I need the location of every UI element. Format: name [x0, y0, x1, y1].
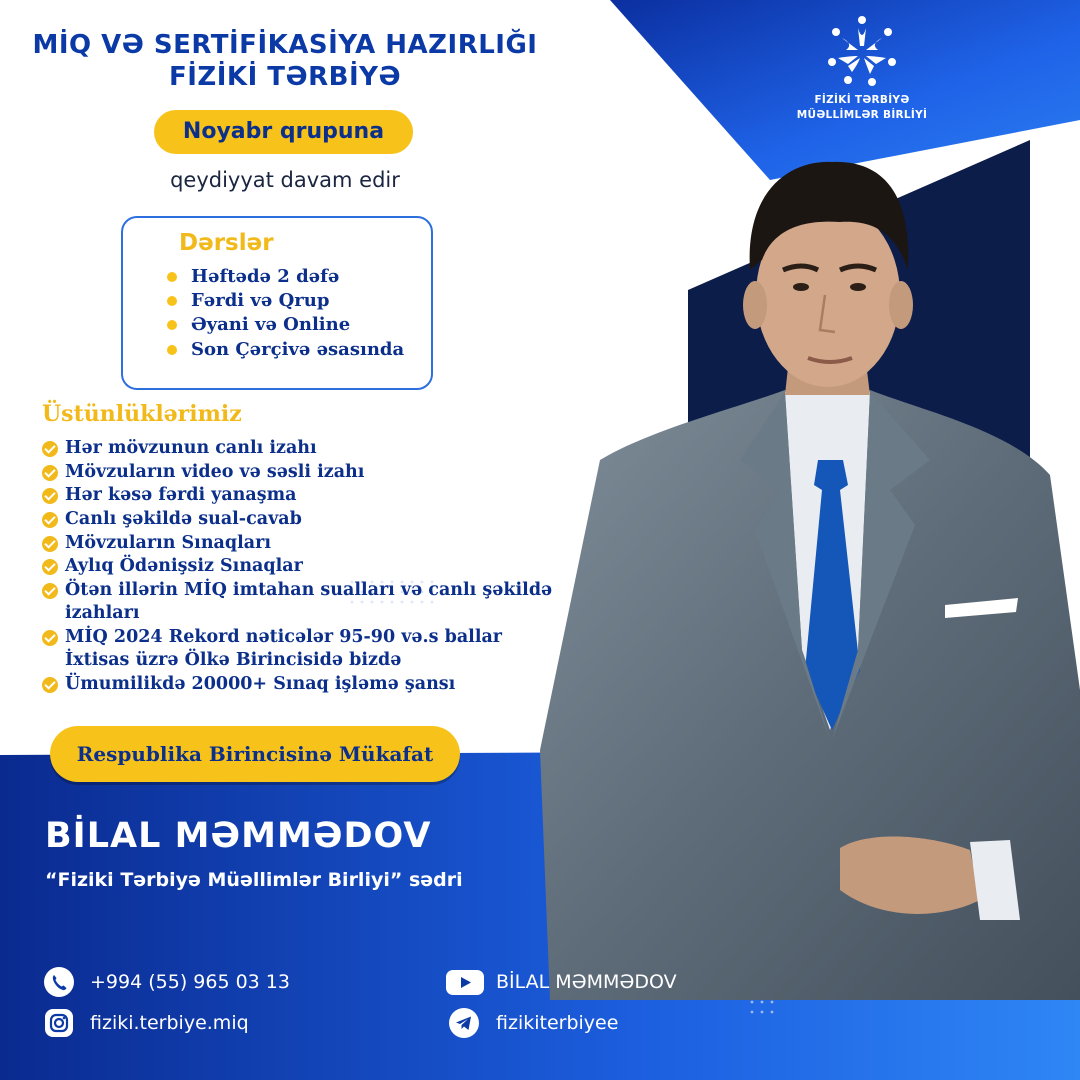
people-circle-logo-icon — [800, 10, 925, 90]
logo-text-line1: FİZİKİ TƏRBİYƏ — [814, 94, 910, 106]
check-icon — [42, 441, 58, 457]
person-role: “Fiziki Tərbiyə Müəllimlər Birliyi” sədri — [45, 869, 463, 891]
logo-text-line2: MÜƏLLİMLƏR BİRLİYİ — [796, 109, 928, 121]
lessons-title: Dərslər — [179, 230, 274, 256]
registration-text: qeydiyyat davam edir — [170, 168, 400, 192]
check-icon — [42, 583, 58, 599]
bullet-icon — [167, 320, 177, 330]
group-badge: Noyabr qrupuna — [154, 110, 413, 154]
person-portrait — [540, 130, 1080, 1000]
person-name: BİLAL MƏMMƏDOV — [45, 816, 432, 856]
check-icon — [42, 559, 58, 575]
bullet-icon — [167, 272, 177, 282]
check-icon — [42, 465, 58, 481]
advantages-title: Üstünlüklərimiz — [42, 401, 242, 427]
hand — [840, 836, 980, 913]
check-icon — [42, 488, 58, 504]
instagram-icon — [44, 1008, 74, 1038]
page-title-line2: FİZİKİ TƏRBİYƏ — [168, 62, 402, 92]
organization-logo — [796, 10, 928, 130]
phone-icon — [44, 967, 74, 997]
lesson-item: Həftədə 2 dəfə — [191, 266, 339, 287]
page-title-line1: MİQ VƏ SERTİFİKASİYA HAZIRLIĞI — [32, 30, 538, 60]
lesson-item: Fərdi və Qrup — [191, 290, 329, 311]
youtube-icon — [445, 967, 485, 997]
lesson-item: Son Çərçivə əsasında — [191, 339, 404, 360]
telegram-icon — [449, 1008, 479, 1038]
check-icon — [42, 536, 58, 552]
bullet-icon — [167, 345, 177, 355]
check-icon — [42, 512, 58, 528]
lesson-item: Əyani və Online — [191, 314, 350, 335]
award-badge: Respublika Birincisinə Mükafat — [50, 726, 460, 782]
check-icon — [42, 630, 58, 646]
check-icon — [42, 677, 58, 693]
lessons-box — [121, 216, 433, 390]
bullet-icon — [167, 296, 177, 306]
